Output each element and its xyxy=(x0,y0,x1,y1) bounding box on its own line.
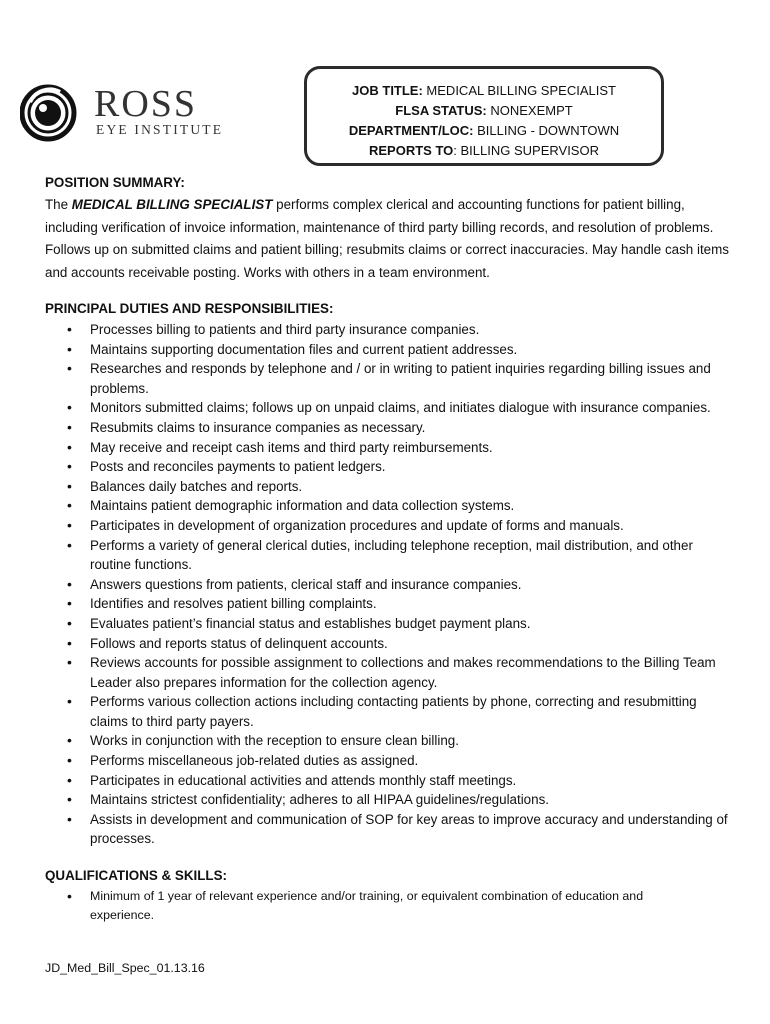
reports-to-label: REPORTS TO xyxy=(369,143,454,158)
department-value: BILLING - DOWNTOWN xyxy=(473,123,620,138)
list-item: • Works in conjunction with the reception to ensure clean billing. xyxy=(45,731,730,751)
list-item: • Posts and reconciles payments to patient ledgers. xyxy=(45,457,730,477)
list-item: • Answers questions from patients, clerical staff and insurance companies. xyxy=(45,575,730,595)
list-item: • Monitors submitted claims; follows up on unpaid claims, and initiates dialogue with insurance companies. xyxy=(45,398,730,418)
department-label: DEPARTMENT/LOC: xyxy=(348,123,474,138)
reports-to-line xyxy=(307,141,661,161)
reports-to-value: : BILLING SUPERVISOR xyxy=(453,143,599,158)
list-item: • Follows and reports status of delinquent accounts. xyxy=(45,634,730,654)
list-item: • Researches and responds by telephone and / or in writing to patient inquiries regarding billing issues and problems. xyxy=(45,359,730,398)
list-item: • Participates in development of organization procedures and update of forms and manuals. xyxy=(45,516,730,536)
list-item: • Performs a variety of general clerical duties, including telephone reception, mail distribution, and other routine functions. xyxy=(45,536,730,575)
qualifications-list xyxy=(45,887,730,925)
summary-lead: The xyxy=(45,197,72,212)
list-item: • Participates in educational activities and attends monthly staff meetings. xyxy=(45,771,730,791)
list-item: • Maintains strictest confidentiality; adheres to all HIPAA guidelines/regulations. xyxy=(45,790,730,810)
flsa-status-value: NONEXEMPT xyxy=(486,103,573,118)
list-item: • Reviews accounts for possible assignment to collections and makes recommendations to the Billing Team Leader also prepares information for the collection agency. xyxy=(45,653,730,692)
logo-subtitle: EYE INSTITUTE xyxy=(96,122,224,137)
list-item: • Minimum of 1 year of relevant experience and/or training, or equivalent combination of education and experience. xyxy=(45,887,730,925)
list-item: • Resubmits claims to insurance companies as necessary. xyxy=(45,418,730,438)
position-summary-heading: POSITION SUMMARY: xyxy=(45,175,185,190)
duties-heading: PRINCIPAL DUTIES AND RESPONSIBILITIES: xyxy=(45,301,334,316)
eye-logo-icon xyxy=(20,82,80,144)
job-header-box xyxy=(304,66,664,166)
duties-list xyxy=(45,320,730,849)
list-item: • Performs miscellaneous job-related duties as assigned. xyxy=(45,751,730,771)
list-item: • Balances daily batches and reports. xyxy=(45,477,730,497)
ross-eye-institute-logo xyxy=(20,82,230,144)
position-summary-text xyxy=(45,194,730,284)
summary-body: performs complex clerical and accounting functions for patient billing, including verification of invoice information, maintenance of third party billing records, and resolution of problems. Follows up on submitted claims and patient billing; resubmits claims or correct inaccuracies. May handle cash items and accounts receivable posting. Works with others in a team environment. xyxy=(45,197,729,280)
qualifications-heading: QUALIFICATIONS & SKILLS: xyxy=(45,868,228,884)
document-id-footer: JD_Med_Bill_Spec_01.13.16 xyxy=(45,961,205,975)
list-item: • Evaluates patient’s financial status and establishes budget payment plans. xyxy=(45,614,730,634)
job-title-value: MEDICAL BILLING SPECIALIST xyxy=(422,83,616,98)
list-item: • Performs various collection actions including contacting patients by phone, correcting and resubmitting claims to third party payers. xyxy=(45,692,730,731)
job-title-line xyxy=(307,81,661,101)
job-title-label: JOB TITLE: xyxy=(352,83,423,98)
list-item: • Identifies and resolves patient billing complaints. xyxy=(45,594,730,614)
flsa-status-label: FLSA STATUS: xyxy=(395,103,487,118)
summary-job-emphasis: MEDICAL BILLING SPECIALIST xyxy=(71,197,273,212)
list-item: • Assists in development and communication of SOP for key areas to improve accuracy and understanding of processes. xyxy=(45,810,730,849)
list-item: • Maintains patient demographic information and data collection systems. xyxy=(45,496,730,516)
flsa-status-line xyxy=(307,101,661,121)
list-item: • Maintains supporting documentation files and current patient addresses. xyxy=(45,340,730,360)
logo-name: ROSS xyxy=(94,83,198,125)
list-item: • May receive and receipt cash items and third party reimbursements. xyxy=(45,438,730,458)
department-line xyxy=(307,121,661,141)
document-body xyxy=(45,172,730,925)
list-item: • Processes billing to patients and third party insurance companies. xyxy=(45,320,730,340)
